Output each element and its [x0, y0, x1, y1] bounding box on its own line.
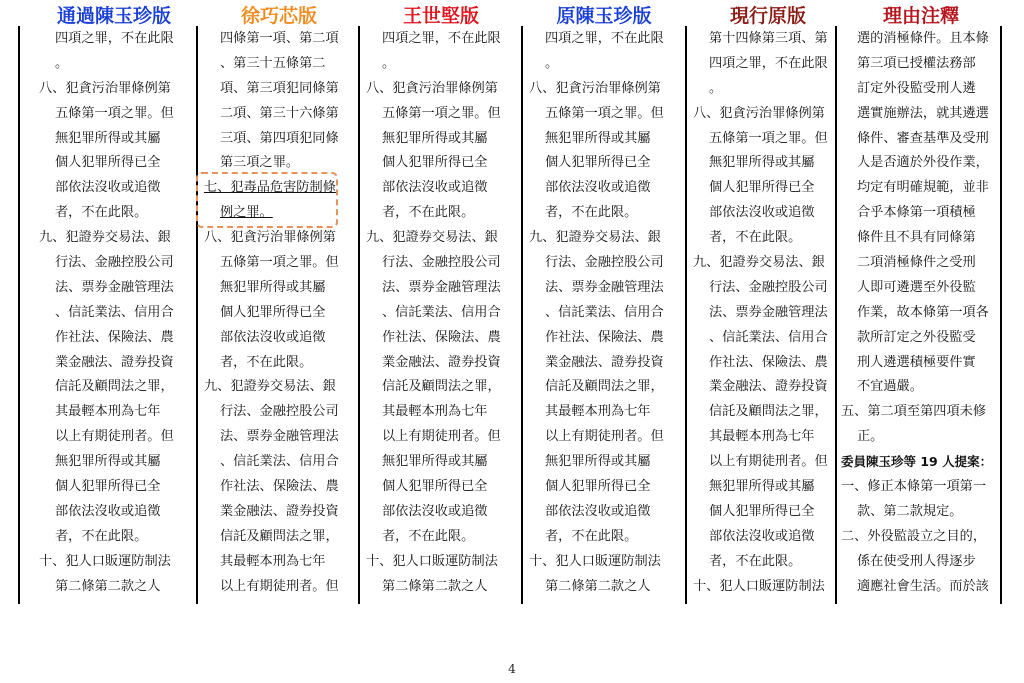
text-line: [693, 52, 843, 77]
text-line: [39, 525, 189, 550]
text-line-content: 二、外役監設立之目的，: [841, 528, 987, 544]
text-line-content: 以上有期徒刑者。但: [382, 429, 501, 445]
text-line: [204, 575, 354, 600]
text-line: [841, 301, 1001, 326]
text-line: [39, 326, 189, 351]
text-line: [841, 550, 1001, 575]
text-line: [529, 151, 679, 176]
text-line-content: 九、犯證券交易法、銀: [529, 230, 661, 246]
text-line-content: 無犯罪所得或其屬: [55, 130, 161, 146]
text-line: [204, 550, 354, 575]
text-line: [841, 27, 1001, 52]
text-line: [366, 102, 516, 127]
text-line-content: 個人犯罪所得已全: [55, 155, 161, 171]
text-line-content: 者，不在此限。: [382, 205, 475, 221]
text-line: [39, 425, 189, 450]
column-text: [529, 27, 679, 599]
text-line: [841, 375, 1001, 400]
text-line: [529, 575, 679, 600]
text-line: [693, 127, 843, 152]
text-line-content: 均定有明確規範，並非: [857, 180, 989, 196]
text-line-content: 法、票券金融管理法: [220, 429, 339, 445]
text-line-content: 部依法沒收或追徵: [55, 503, 161, 519]
column-4: [529, 0, 679, 604]
text-line: [366, 201, 516, 226]
text-line-content: 四項之罪，不在此限: [545, 31, 664, 46]
text-line-content: 者，不在此限。: [545, 205, 638, 221]
text-line: [841, 351, 1001, 376]
text-line: [366, 27, 516, 52]
text-line: [366, 52, 516, 77]
text-line: [366, 127, 516, 152]
text-line: [693, 351, 843, 376]
text-line-content: 作社法、保險法、農: [545, 329, 664, 345]
text-line: [529, 226, 679, 251]
text-line: [204, 27, 354, 52]
text-line-content: 四項之罪，不在此限: [382, 31, 501, 46]
text-line-content: 例之罪。: [220, 205, 273, 221]
text-line: [366, 301, 516, 326]
text-line-content: 八、犯貪污治罪條例第: [529, 80, 661, 96]
text-line: [693, 400, 843, 425]
text-line: [366, 251, 516, 276]
text-line-content: 九、犯證券交易法、銀: [366, 230, 498, 246]
text-line: [204, 375, 354, 400]
text-line-content: 四項之罪，不在此限: [55, 31, 174, 46]
text-line: [693, 375, 843, 400]
text-line-content: 以上有期徒刑者。但: [709, 454, 828, 470]
text-line-content: 一、修正本條第一項第一: [841, 479, 987, 495]
text-line: [841, 525, 1001, 550]
text-line-content: 其最輕本刑為七年: [55, 404, 161, 420]
text-line: [39, 575, 189, 600]
text-line-content: 法、票券金融管理法: [382, 279, 501, 295]
text-line-content: 八、犯貪污治罪條例第: [39, 80, 171, 96]
text-line: [39, 102, 189, 127]
text-line-content: 行法、金融控股公司: [55, 255, 174, 271]
column-1: [39, 0, 189, 604]
text-line-content: 八、犯貪污治罪條例第: [693, 105, 825, 121]
text-line-content: 合乎本條第一項積極: [857, 205, 976, 221]
proposal-label: [841, 450, 1001, 475]
text-line-content: 選的消極條件。且本條: [857, 31, 989, 46]
text-line: [693, 326, 843, 351]
text-line: [204, 425, 354, 450]
text-line: [841, 575, 1001, 600]
text-line-content: 。: [55, 55, 69, 71]
text-line: [204, 450, 354, 475]
text-line: [366, 400, 516, 425]
column-text: [693, 27, 843, 599]
text-line: [366, 425, 516, 450]
text-line-content: 無犯罪所得或其屬: [382, 130, 488, 146]
column-divider: [18, 26, 20, 604]
text-line-content: 八、犯貪污治罪條例第: [204, 230, 336, 246]
text-line-content: 以上有期徒刑者。但: [55, 429, 174, 445]
text-line-content: 項、第三項犯同條第: [220, 80, 339, 96]
text-line: [39, 27, 189, 52]
text-line-content: 、信託業法、信用合: [382, 304, 501, 320]
text-line: [204, 77, 354, 102]
text-line: [366, 77, 516, 102]
text-line-content: 作業，故本條第一項各: [857, 304, 989, 320]
text-line-content: 正。: [857, 429, 884, 445]
text-line: [693, 226, 843, 251]
text-line: [529, 276, 679, 301]
text-line-content: 不宜過嚴。: [857, 379, 923, 395]
text-line: [693, 102, 843, 127]
text-line-content: 九、犯證券交易法、銀: [39, 230, 171, 246]
text-line-content: 無犯罪所得或其屬: [220, 279, 326, 295]
text-line: [204, 326, 354, 351]
text-line: [39, 276, 189, 301]
text-line: [841, 127, 1001, 152]
text-line-content: 四條第一項、第二項: [220, 31, 339, 46]
text-line: [204, 276, 354, 301]
text-line-content: 部依法沒收或追徵: [545, 180, 651, 196]
text-line: [204, 525, 354, 550]
text-line-content: 、信託業法、信用合: [545, 304, 664, 320]
text-line: [366, 351, 516, 376]
text-line-content: 款所訂定之外役監受: [857, 329, 976, 345]
text-line: [366, 550, 516, 575]
text-line: [366, 226, 516, 251]
text-line-content: 部依法沒收或追徵: [220, 329, 326, 345]
text-line: [841, 475, 1001, 500]
text-line: [693, 176, 843, 201]
text-line: [529, 500, 679, 525]
text-line-content: 無犯罪所得或其屬: [709, 479, 815, 495]
text-line: [693, 276, 843, 301]
column-header: 現行原版: [729, 5, 806, 27]
text-line: [529, 400, 679, 425]
text-line: [204, 226, 354, 251]
text-line: [529, 301, 679, 326]
text-line: [39, 550, 189, 575]
column-header: 通過陳玉珍版: [56, 5, 171, 27]
text-line-content: 五條第一項之罪。但: [55, 105, 174, 121]
text-line: [366, 151, 516, 176]
text-line-content: 者，不在此限。: [55, 528, 148, 544]
text-line: [529, 326, 679, 351]
text-line-content: 五條第一項之罪。但: [382, 105, 501, 121]
text-line-content: 第十四條第三項、第: [709, 31, 828, 46]
text-line-content: 業金融法、證券投資: [709, 379, 828, 395]
text-line: [39, 201, 189, 226]
text-line: [204, 127, 354, 152]
text-line-content: 個人犯罪所得已全: [220, 304, 326, 320]
text-line-content: 人是否適於外役作業，: [857, 155, 989, 171]
text-line-content: 信託及顧問法之罪，: [382, 379, 501, 395]
text-line: [841, 226, 1001, 251]
text-line: [204, 102, 354, 127]
text-line-content: 信託及顧問法之罪，: [220, 528, 339, 544]
text-line: [841, 425, 1001, 450]
text-line-content: 者，不在此限。: [220, 354, 313, 370]
text-line: [204, 52, 354, 77]
text-line: [366, 276, 516, 301]
text-line: [529, 176, 679, 201]
text-line-content: 四項之罪，不在此限: [709, 55, 828, 71]
text-line-content: 個人犯罪所得已全: [382, 155, 488, 171]
text-line-content: 委員陳玉珍等 19 人提案：: [841, 454, 993, 470]
column-divider: [196, 26, 198, 604]
text-line: [529, 251, 679, 276]
text-line: [693, 450, 843, 475]
column-2: [204, 0, 354, 604]
text-line: [693, 475, 843, 500]
text-line-content: 十、犯人口販運防制法: [529, 553, 661, 569]
text-line-content: 者，不在此限。: [382, 528, 475, 544]
text-line-content: 第二條第二款之人: [55, 578, 161, 594]
text-line: [529, 450, 679, 475]
text-line-content: 三項、第四項犯同條: [220, 130, 339, 146]
text-line: [204, 400, 354, 425]
text-line-content: 個人犯罪所得已全: [709, 180, 815, 196]
text-line-content: 信託及顧問法之罪，: [55, 379, 174, 395]
page-number: 4: [508, 662, 516, 676]
text-line: [841, 276, 1001, 301]
column-text: [39, 27, 189, 599]
text-line-content: 適應社會生活。而於該: [857, 578, 989, 594]
text-line-content: 係在使受刑人得逐步: [857, 553, 976, 569]
text-line-content: 無犯罪所得或其屬: [55, 454, 161, 470]
text-line-content: 、信託業法、信用合: [55, 304, 174, 320]
text-line-content: 作社法、保險法、農: [709, 354, 828, 370]
text-line-content: 其最輕本刑為七年: [220, 553, 326, 569]
column-header: 王世堅版: [402, 5, 479, 27]
text-line: [693, 525, 843, 550]
highlight-box: [196, 172, 338, 228]
text-line: [204, 301, 354, 326]
text-line: [529, 351, 679, 376]
text-line-content: 法、票券金融管理法: [709, 304, 828, 320]
text-line: [39, 400, 189, 425]
text-line: [841, 500, 1001, 525]
text-line-content: 信託及顧問法之罪，: [709, 404, 828, 420]
column-3: [366, 0, 516, 604]
text-line-content: 部依法沒收或追徵: [382, 503, 488, 519]
text-line-content: 第三項之罪。: [220, 155, 300, 171]
text-line-content: 法、票券金融管理法: [545, 279, 664, 295]
text-line-content: 九、犯證券交易法、銀: [693, 255, 825, 271]
column-5: [693, 0, 843, 604]
text-line: [204, 251, 354, 276]
column-divider: [521, 26, 523, 604]
text-line-content: 者，不在此限。: [55, 205, 148, 221]
text-line-content: 十、犯人口販運防制法: [693, 578, 825, 594]
text-line-content: 業金融法、證券投資: [545, 354, 664, 370]
text-line-content: 行法、金融控股公司: [220, 404, 339, 420]
text-line-content: 以上有期徒刑者。但: [220, 578, 339, 594]
text-line: [39, 226, 189, 251]
text-line: [841, 400, 1001, 425]
text-line: [529, 27, 679, 52]
column-header: 徐巧芯版: [240, 5, 317, 27]
text-line-content: 。: [382, 55, 396, 71]
column-divider: [685, 26, 687, 604]
text-line: [693, 201, 843, 226]
text-line: [39, 251, 189, 276]
text-line-content: 以上有期徒刑者。但: [545, 429, 664, 445]
text-line: [39, 52, 189, 77]
text-line-content: 法、票券金融管理法: [55, 279, 174, 295]
text-line-content: 五條第一項之罪。但: [545, 105, 664, 121]
text-line: [529, 77, 679, 102]
column-6: [841, 0, 1001, 604]
text-line-content: 個人犯罪所得已全: [382, 479, 488, 495]
text-line-content: 業金融法、證券投資: [382, 354, 501, 370]
text-line-content: 、信託業法、信用合: [709, 329, 828, 345]
text-line: [529, 425, 679, 450]
text-line-content: 九、犯證券交易法、銀: [204, 379, 336, 395]
text-line-content: 其最輕本刑為七年: [545, 404, 651, 420]
text-line-content: 個人犯罪所得已全: [545, 479, 651, 495]
column-text: [204, 27, 354, 599]
text-line-content: 部依法沒收或追徵: [382, 180, 488, 196]
text-line: [841, 77, 1001, 102]
text-line-content: 人即可遴選至外役監: [857, 279, 976, 295]
column-header: 原陳玉珍版: [556, 5, 652, 27]
text-line-content: 部依法沒收或追徵: [545, 503, 651, 519]
text-line: [39, 475, 189, 500]
text-line: [366, 375, 516, 400]
text-line: [39, 151, 189, 176]
text-line: [693, 550, 843, 575]
text-line: [529, 201, 679, 226]
text-line-content: 無犯罪所得或其屬: [382, 454, 488, 470]
text-line-content: 無犯罪所得或其屬: [709, 155, 815, 171]
text-line-content: 、第三十五條第二: [220, 55, 326, 71]
text-line: [841, 176, 1001, 201]
text-line: [693, 575, 843, 600]
text-line: [693, 77, 843, 102]
text-line-content: 、信託業法、信用合: [220, 454, 339, 470]
column-text: [366, 27, 516, 599]
text-line-content: 訂定外役監受刑人遴: [857, 80, 976, 96]
text-line-content: 個人犯罪所得已全: [55, 479, 161, 495]
text-line: [366, 475, 516, 500]
text-line-content: 者，不在此限。: [545, 528, 638, 544]
column-divider: [358, 26, 360, 604]
text-line-content: 部依法沒收或追徵: [709, 205, 815, 221]
text-line: [841, 102, 1001, 127]
text-line: [529, 52, 679, 77]
text-line-content: 條件、審查基準及受刑: [857, 130, 989, 146]
text-line: [39, 500, 189, 525]
text-line-content: 五、第二項至第四項未修: [841, 404, 987, 420]
text-line: [841, 151, 1001, 176]
text-line-content: 其最輕本刑為七年: [382, 404, 488, 420]
text-line: [529, 102, 679, 127]
text-line-content: 第二條第二款之人: [382, 578, 488, 594]
text-line-content: 個人犯罪所得已全: [545, 155, 651, 171]
text-line-content: 部依法沒收或追徵: [709, 528, 815, 544]
column-header: 理由注釋: [882, 5, 959, 27]
text-line: [204, 351, 354, 376]
text-line-content: 業金融法、證券投資: [220, 503, 339, 519]
text-line-content: 作社法、保險法、農: [382, 329, 501, 345]
text-line-content: 。: [545, 55, 559, 71]
text-line-content: 第三項已授權法務部: [857, 55, 976, 71]
text-line: [841, 52, 1001, 77]
text-line: [39, 127, 189, 152]
text-line-content: 十、犯人口販運防制法: [366, 553, 498, 569]
text-line-content: 者，不在此限。: [709, 553, 802, 569]
text-line: [39, 176, 189, 201]
text-line: [204, 500, 354, 525]
text-line-content: 二項、第三十六條第: [220, 105, 339, 121]
text-line-content: 五條第一項之罪。但: [709, 130, 828, 146]
text-line: [693, 151, 843, 176]
text-line-content: 選實施辦法，就其遴選: [857, 105, 989, 121]
text-line-content: 行法、金融控股公司: [382, 255, 501, 271]
text-line: [39, 375, 189, 400]
text-line: [39, 77, 189, 102]
text-line-content: 信託及顧問法之罪，: [545, 379, 664, 395]
text-line: [529, 375, 679, 400]
text-line: [529, 127, 679, 152]
text-line-content: 業金融法、證券投資: [55, 354, 174, 370]
text-line-content: 款、第二款規定。: [857, 503, 963, 519]
text-line-content: 其最輕本刑為七年: [709, 429, 815, 445]
text-line-content: 行法、金融控股公司: [545, 255, 664, 271]
text-line-content: 作社法、保險法、農: [220, 479, 339, 495]
text-line: [204, 475, 354, 500]
text-line: [39, 450, 189, 475]
text-line: [841, 251, 1001, 276]
text-line-content: 五條第一項之罪。但: [220, 255, 339, 271]
text-line-content: 無犯罪所得或其屬: [545, 130, 651, 146]
text-line-content: 二項消極條件之受刑: [857, 255, 976, 271]
text-line: [366, 326, 516, 351]
text-line: [693, 301, 843, 326]
text-line-content: 個人犯罪所得已全: [709, 503, 815, 519]
text-line-content: 刑人遴選積極要件實: [857, 354, 976, 370]
text-line-content: 八、犯貪污治罪條例第: [366, 80, 498, 96]
text-line: [366, 450, 516, 475]
text-line: [366, 176, 516, 201]
text-line: [366, 575, 516, 600]
text-line-content: 無犯罪所得或其屬: [545, 454, 651, 470]
text-line: [529, 525, 679, 550]
text-line-content: 七、犯毒品危害防制條: [204, 180, 336, 196]
text-line-content: 條件且不具有同條第: [857, 230, 976, 246]
text-line-content: 第二條第二款之人: [545, 578, 651, 594]
text-line: [39, 301, 189, 326]
text-line: [366, 500, 516, 525]
text-line: [693, 425, 843, 450]
text-line: [693, 500, 843, 525]
text-line: [529, 475, 679, 500]
text-line: [39, 351, 189, 376]
text-line: [529, 550, 679, 575]
column-text: [841, 27, 1001, 599]
text-line: [366, 525, 516, 550]
text-line-content: 。: [709, 80, 723, 96]
text-line-content: 者，不在此限。: [709, 230, 802, 246]
text-line-content: 作社法、保險法、農: [55, 329, 174, 345]
text-line: [693, 251, 843, 276]
text-line: [841, 326, 1001, 351]
text-line: [841, 201, 1001, 226]
text-line-content: 十、犯人口販運防制法: [39, 553, 171, 569]
text-line-content: 行法、金融控股公司: [709, 279, 828, 295]
text-line-content: 部依法沒收或追徵: [55, 180, 161, 196]
text-line: [693, 27, 843, 52]
